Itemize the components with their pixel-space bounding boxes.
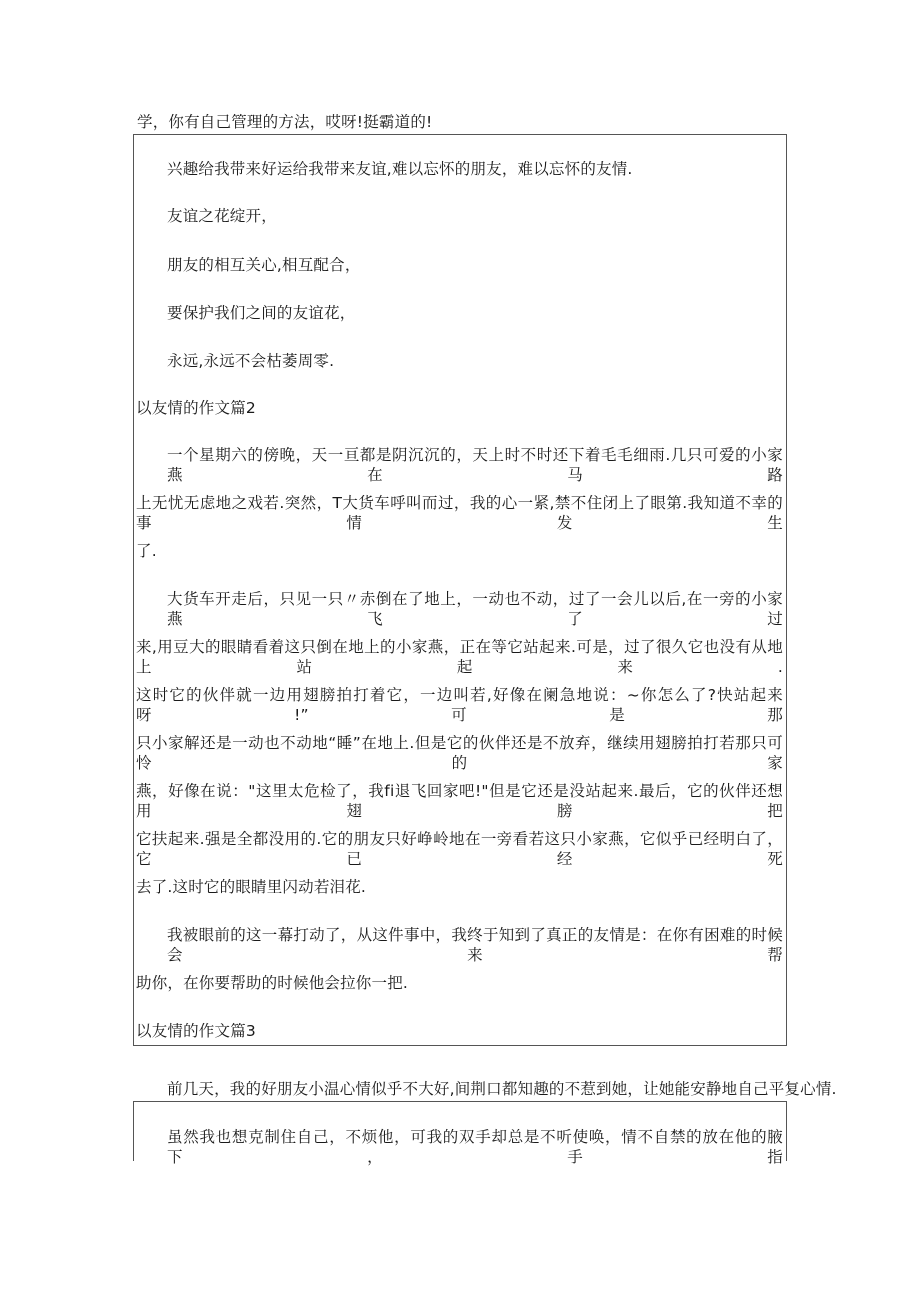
poem-line-3: 要保护我们之间的友谊花， — [167, 304, 356, 322]
poem-line-1: 友谊之花绽开， — [167, 207, 277, 225]
essay3-paragraph-1: 前几天，我的好朋友小温心情似乎不大好,间荆口都知趣的不惹到她，让她能安静地自己平复心情. — [167, 1080, 837, 1098]
essay2-p2-line-7: 去了.这时它的眼睛里闪动若泪花. — [136, 878, 367, 896]
essay2-p2-line-3: 这时它的伙伴就一边用翅膀拍打着它，一边叫若,好像在阑急地说：~你怎么了?快站起来呀!”可是那 — [136, 686, 783, 724]
essay2-p3-line-1: 我被眼前的这一幕打动了，从这件事中，我终于知到了真正的友情是：在你有困难的时候会来帮 — [167, 926, 783, 964]
essay2-p1-line-3: 了. — [136, 542, 157, 560]
essay3-paragraph-2: 虽然我也想克制住自己，不烦他，可我的双手却总是不听使唤，情不自禁的放在他的腋下，手指 — [167, 1128, 783, 1166]
poem-line-2: 朋友的相互关心,相互配合， — [167, 256, 361, 274]
essay2-p1-line-2: 上无忧无虑地之戏若.突然，T大货车呼叫而过，我的心一紧,禁不住闭上了眼第.我知道不幸的事情发生 — [136, 494, 783, 532]
essay2-p1-line-1: 一个星期六的傍晚，天一亘都是阴沉沉的，天上时不时还下着毛毛细雨.几只可爱的小家燕在马路 — [167, 446, 783, 484]
essay2-p2-line-4: 只小家解还是一动也不动地“睡”在地上.但是它的伙伴还是不放弃，继续用翅膀拍打若那只可怜的家 — [136, 734, 783, 772]
section-heading-3: 以友情的作文篇3 — [136, 1022, 256, 1040]
poem-line-4: 永远,永远不会枯萎周零. — [167, 352, 335, 370]
essay2-p2-line-2: 来,用豆大的眼睛看着这只倒在地上的小家燕，正在等它站起来.可是，过了很久它也没有从地上站起来. — [136, 638, 783, 676]
paragraph-interest: 兴趣给我带来好运给我带来友谊,难以忘怀的朋友，难以忘怀的友情. — [167, 160, 633, 178]
essay2-p3-line-2: 助你，在你要帮助的时候他会拉你一把. — [136, 974, 409, 992]
essay2-p2-line-1: 大货车开走后，只见一只〃赤倒在了地上，一动也不动，过了一会儿以后,在一旁的小家燕飞了过 — [167, 590, 783, 628]
essay2-p2-line-6: 它扶起来.强是全都没用的.它的朋友只好峥岭地在一旁看若这只小家燕，它似乎已经明白了，它已经死 — [136, 830, 783, 868]
top-line-text: 学，你有自己管理的方法，哎呀!挺霸道的! — [137, 113, 433, 131]
section-heading-2: 以友情的作文篇2 — [136, 399, 256, 417]
essay2-p2-line-5: 燕，好像在说："这里太危检了，我fi退飞回家吧!"但是它还是没站起来.最后，它的伙伴还想用翅膀把 — [136, 782, 783, 820]
